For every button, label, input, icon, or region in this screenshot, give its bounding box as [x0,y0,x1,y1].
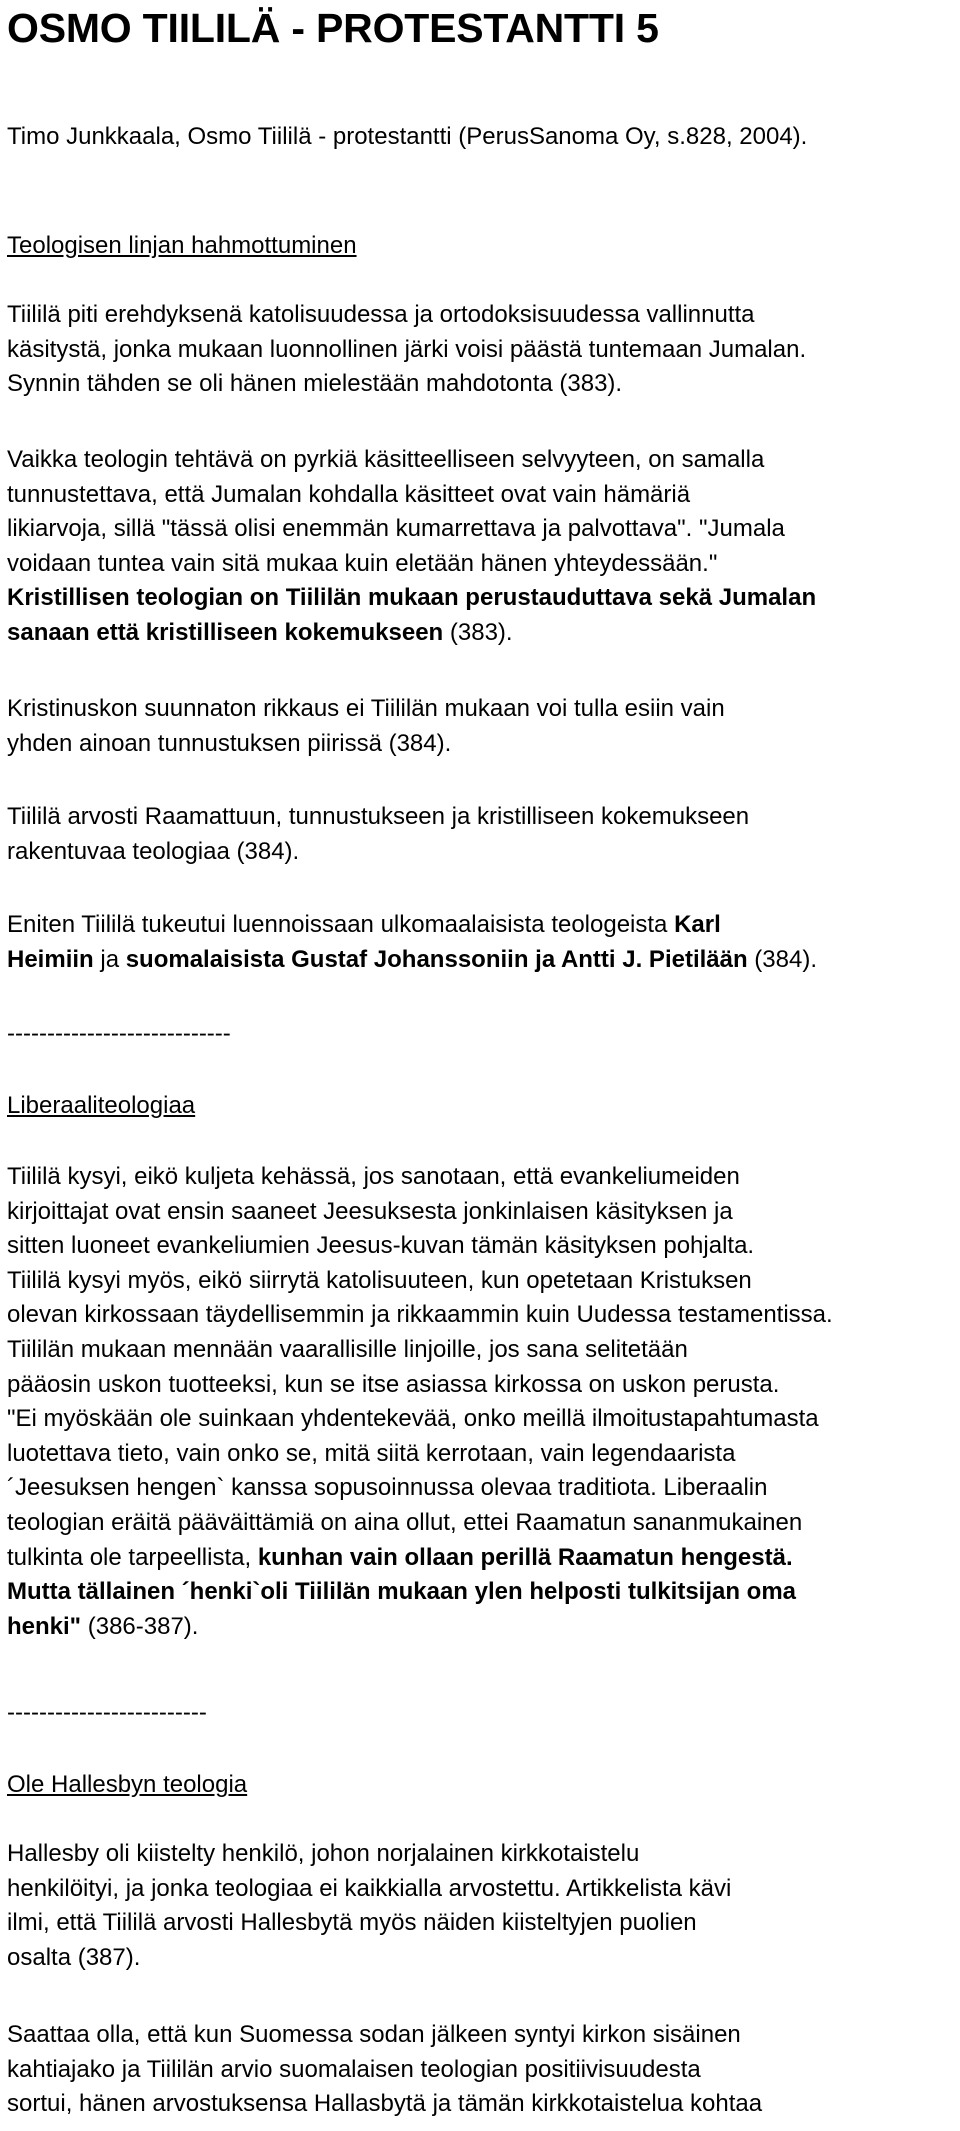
text-line: Tiililä kysyi, eikö kuljeta kehässä, jos sanotaan, että evankeliumeiden [7,1163,740,1190]
paragraph [7,692,725,761]
text-line: Synnin tähden se oli hänen mielestään mahdotonta (383). [7,370,623,398]
text-line: luotettava tieto, vain onko se, mitä siitä kerrotaan, vain legendaarista [7,1439,736,1467]
text-line: Saattaa olla, että kun Suomessa sodan jälkeen syntyi kirkon sisäinen [7,2021,741,2048]
text-line [7,1575,833,1610]
section-heading-ole-hallesbyn-teologia: Ole Hallesbyn teologia [7,1771,248,1798]
text-line: Kristinuskon suunnaton rikkaus ei Tiililän mukaan voi tulla esiin vain [7,695,725,722]
divider-dashes: ---------------------------- [7,1020,231,1047]
bold-text: Mutta tällainen ´henki`oli Tiililän mukaan ylen helposti tulkitsijan oma [7,1578,797,1606]
reference-line: Timo Junkkaala, Osmo Tiililä - protestantti (PerusSanoma Oy, s.828, 2004). [7,123,808,150]
paragraph [7,800,749,869]
bold-text: kunhan vain ollaan perillä Raamatun hengestä. [257,1543,793,1571]
text-span: tulkinta ole tarpeellista, [7,1543,258,1571]
paragraph [7,443,816,651]
text-line: sitten luoneet evankeliumien Jeesus-kuvan tämän käsityksen pohjalta. [7,1232,755,1260]
text-line: voidaan tuntea vain sitä mukaa kuin eletään hänen yhteydessään." [7,549,718,577]
text-line: käsitystä, jonka mukaan luonnollinen järki voisi päästä tuntemaan Jumalan. [7,335,807,363]
text-line: pääosin uskon tuotteeksi, kun se itse asiassa kirkossa on uskon perusta. [7,1370,780,1398]
text-line: Tiililä arvosti Raamattuun, tunnustukseen ja kristilliseen kokemukseen [7,803,750,830]
text-span: (383). [443,618,513,646]
text-line: henkilöityi, ja jonka teologiaa ei kaikkialla arvostettu. Artikkelista kävi [7,1874,732,1902]
text-line: Tiililä piti erehdyksenä katolisuudessa ja ortodoksisuudessa vallinnutta [7,301,755,328]
text-line: sortui, hänen arvostuksensa Hallasbytä ja tämän kirkkotaistelua kohtaa [7,2090,763,2118]
text-line: rakentuvaa teologiaa (384). [7,837,300,865]
text-line [7,1610,833,1645]
divider-dashes: ------------------------- [7,1699,207,1726]
bold-text: Kristillisen teologian on Tiililän mukaan perustauduttava sekä Jumalan [7,584,817,612]
paragraph [7,1837,731,1975]
text-line: olevan kirkossaan täydellisemmin ja rikkaammin kuin Uudessa testamentissa. [7,1301,833,1329]
text-line: Hallesby oli kiistelty henkilö, johon norjalainen kirkkotaistelu [7,1840,640,1867]
text-line [7,943,817,978]
page-title: OSMO TIILILÄ - PROTESTANTTI 5 [7,5,659,51]
text-span: Eniten Tiililä tukeutui luennoissaan ulkomaalaisista teologeista [7,911,675,938]
text-line: ilmi, että Tiililä arvosti Hallesbytä myös näiden kiisteltyjen puolien [7,1909,697,1937]
bold-text: suomalaisista Gustaf Johanssoniin ja Antti J. Pietilään [125,945,748,973]
text-span: ja [93,945,126,973]
bold-text: Heimiin [7,945,94,973]
text-span: (386-387). [81,1612,199,1640]
text-line: ´Jeesuksen hengen` kanssa sopusoinnussa olevaa traditiota. Liberaalin [7,1474,768,1502]
text-line [7,581,816,616]
text-line: teologian eräitä pääväittämiä on aina ollut, ettei Raamatun sananmukainen [7,1508,803,1536]
text-line: yhden ainoan tunnustuksen piirissä (384). [7,729,452,757]
paragraph [7,1160,833,1644]
text-line: likiarvoja, sillä "tässä olisi enemmän kumarrettava ja palvottava". "Jumala [7,515,785,543]
text-line: "Ei myöskään ole suinkaan yhdentekevää, onko meillä ilmoitustapahtumasta [7,1405,819,1433]
text-line: Tiililän mukaan mennään vaarallisille linjoille, jos sana selitetään [7,1335,688,1363]
text-span: (384). [747,945,818,973]
text-line [7,1541,833,1576]
bold-text: henki" [7,1612,82,1640]
text-line: kirjoittajat ovat ensin saaneet Jeesuksesta jonkinlaisen käsityksen ja [7,1197,733,1225]
text-line: Vaikka teologin tehtävä on pyrkiä käsitteelliseen selvyyteen, on samalla [7,446,765,473]
text-line [7,908,817,943]
section-heading-liberaaliteologiaa: Liberaaliteologiaa [7,1092,196,1119]
text-line: kahtiajako ja Tiililän arvio suomalaisen teologian positiivisuudesta [7,2055,701,2083]
text-line: Tiililä kysyi myös, eikö siirrytä katolisuuteen, kun opetetaan Kristuksen [7,1266,752,1294]
paragraph [7,298,806,402]
section-heading-teologisen-linjan: Teologisen linjan hahmottuminen [7,232,357,259]
bold-text: sanaan että kristilliseen kokemukseen [7,618,444,646]
text-line [7,616,816,651]
paragraph [7,908,817,977]
text-line: tunnustettava, että Jumalan kohdalla käsitteet ovat vain hämäriä [7,480,691,508]
paragraph [7,2018,762,2122]
text-line: osalta (387). [7,1943,141,1971]
bold-text: Karl [674,911,721,938]
